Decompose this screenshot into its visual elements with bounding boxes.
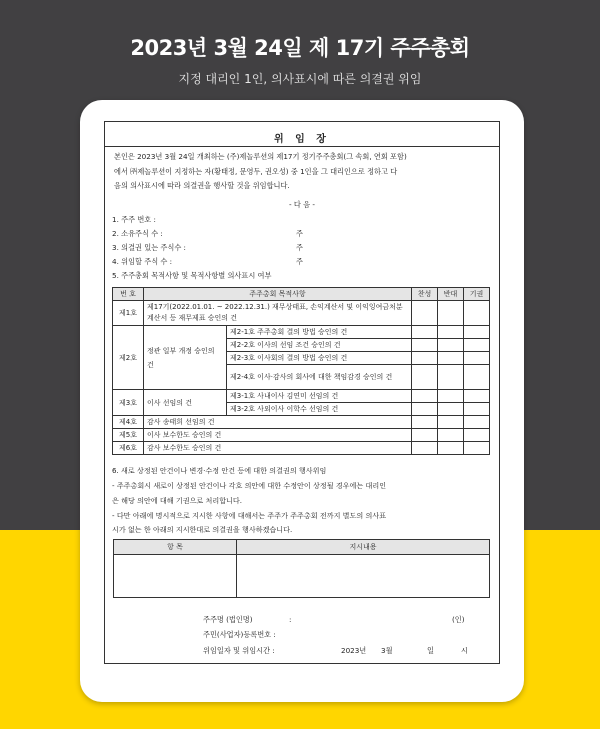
instr-content-cell[interactable] (237, 555, 490, 598)
document-title: 위 임 장 (274, 134, 330, 145)
item-unit: 주 (296, 257, 303, 266)
title-divider (105, 146, 499, 147)
sig-id-label: 주민(사업자)등록번호 : (203, 630, 276, 639)
vote-against-cell[interactable] (438, 352, 464, 365)
vote-for-cell[interactable] (412, 390, 438, 403)
col-for-header: 찬성 (412, 288, 438, 301)
sig-day: 일 (427, 646, 434, 655)
vote-against-cell[interactable] (438, 390, 464, 403)
note-line: 시가 없는 한 아래의 지시한대로 의결권을 행사하겠습니다. (112, 525, 293, 534)
agenda-text: 감사 송태희 선임의 건 (144, 416, 412, 429)
vote-abstain-cell[interactable] (464, 365, 490, 390)
agenda-text: 정관 일부 개정 승인의 건 (144, 326, 227, 390)
proxy-document (104, 121, 500, 664)
vote-abstain-cell[interactable] (464, 339, 490, 352)
vote-for-cell[interactable] (412, 403, 438, 416)
agenda-sub-text: 제2-2호 이사의 선임 조건 승인의 건 (227, 339, 412, 352)
sig-name-label: 주주명 (법인명) (203, 615, 253, 624)
page-subtitle: 지정 대리인 1인, 의사표시에 따른 의결권 위임 (178, 72, 422, 86)
table-row (113, 301, 490, 326)
agenda-text: 이사 선임의 건 (144, 390, 227, 416)
item-shareholder-no: 1. 주주 번호 : (112, 215, 156, 224)
vote-against-cell[interactable] (438, 429, 464, 442)
agenda-text: 제17기(2022.01.01. ~ 2022.12.31.) 재무상태표, 손익계산서 및 이익잉여금처분계산서 등 재무제표 승인의 건 (144, 301, 412, 326)
agenda-no: 제1호 (113, 301, 144, 326)
item-agenda-heading: 5. 주주총회 목적사항 및 목적사항별 의사표시 여부 (112, 271, 272, 280)
vote-abstain-cell[interactable] (464, 403, 490, 416)
col-no-header: 번 호 (113, 288, 144, 301)
table-row (113, 442, 490, 455)
sig-month: 3월 (381, 646, 393, 655)
vote-against-cell[interactable] (438, 365, 464, 390)
vote-abstain-cell[interactable] (464, 429, 490, 442)
instr-item-cell[interactable] (114, 555, 237, 598)
agenda-text: 감사 보수한도 승인의 건 (144, 442, 412, 455)
intro-line: 음의 의사표시에 따라 의결권을 행사할 것을 위임합니다. (114, 181, 290, 190)
instruction-table (113, 539, 490, 598)
vote-against-cell[interactable] (438, 326, 464, 339)
sig-name-colon: : (289, 615, 292, 624)
intro-line: 본인은 2023년 3월 24일 개최하는 (주)제놀루션의 제17기 정기주주총회(그 속회, 연회 포함) (114, 152, 407, 161)
note-line: 은 해당 의안에 대해 기권으로 처리합니다. (112, 496, 243, 505)
vote-abstain-cell[interactable] (464, 352, 490, 365)
col-instr-item-header: 항 목 (114, 540, 237, 555)
vote-against-cell[interactable] (438, 339, 464, 352)
vote-for-cell[interactable] (412, 442, 438, 455)
agenda-no: 제3호 (113, 390, 144, 416)
col-against-header: 반대 (438, 288, 464, 301)
item-unit: 주 (296, 229, 303, 238)
vote-for-cell[interactable] (412, 416, 438, 429)
vote-abstain-cell[interactable] (464, 301, 490, 326)
intro-paragraph (114, 150, 490, 194)
agenda-sub-text: 제3-1호 사내이사 김연미 선임의 건 (227, 390, 412, 403)
agenda-no: 제4호 (113, 416, 144, 429)
vote-against-cell[interactable] (438, 416, 464, 429)
da-eum-heading: - 다 음 - (289, 200, 315, 209)
agenda-table (112, 287, 490, 455)
agenda-sub-text: 제2-4호 이사·감사의 회사에 대한 책임감경 승인의 건 (227, 365, 412, 390)
vote-abstain-cell[interactable] (464, 390, 490, 403)
sig-year: 2023년 (341, 646, 367, 655)
intro-line: 에서 ㈜제놀루션이 지정하는 자(황태정, 문영두, 권오성) 중 1인을 그 대리인으로 정하고 다 (114, 166, 398, 176)
note-line: 6. 새로 상정된 안건이나 변경·수정 안건 등에 대한 의결권의 행사위임 (112, 466, 327, 475)
note-line: - 주주총회시 새로이 상정된 안건이나 각호 의안에 대한 수정안이 상정될 경우에는 대리인 (112, 481, 387, 490)
table-row (113, 390, 490, 403)
item-owned-shares: 2. 소유주식 수 : (112, 229, 163, 238)
vote-abstain-cell[interactable] (464, 326, 490, 339)
vote-against-cell[interactable] (438, 403, 464, 416)
vote-for-cell[interactable] (412, 352, 438, 365)
instruction-row (114, 555, 490, 598)
agenda-no: 제2호 (113, 326, 144, 390)
page-title: 2023년 3월 24일 제 17기 주주총회 (130, 36, 470, 60)
table-row (113, 416, 490, 429)
sig-seal: (인) (452, 615, 465, 624)
agenda-text: 이사 보수한도 승인의 건 (144, 429, 412, 442)
col-instr-content-header: 지시내용 (237, 540, 490, 555)
agenda-sub-text: 제3-2호 사외이사 이학수 선임의 건 (227, 403, 412, 416)
table-row (113, 326, 490, 339)
agenda-no: 제6호 (113, 442, 144, 455)
vote-abstain-cell[interactable] (464, 442, 490, 455)
table-row (113, 429, 490, 442)
sig-hour: 시 (461, 646, 468, 655)
col-abstain-header: 기권 (464, 288, 490, 301)
item-voting-shares: 3. 의결권 있는 주식수 : (112, 243, 186, 252)
note-line: - 다만 아래에 명시적으로 지시한 사항에 대해서는 주주가 주주총회 전까지 별도의 의사표 (112, 511, 387, 520)
sig-date-label: 위임일자 및 위임시간 : (203, 646, 275, 655)
agenda-sub-text: 제2-3호 이사회의 결의 방법 승인의 건 (227, 352, 412, 365)
item-unit: 주 (296, 243, 303, 252)
vote-abstain-cell[interactable] (464, 416, 490, 429)
agenda-sub-text: 제2-1호 주주총회 결의 방법 승인의 건 (227, 326, 412, 339)
agenda-header-row (113, 288, 490, 301)
item-delegated-shares: 4. 위임할 주식 수 : (112, 257, 173, 266)
col-item-header: 주주총회 목적사항 (144, 288, 412, 301)
agenda-no: 제5호 (113, 429, 144, 442)
vote-against-cell[interactable] (438, 301, 464, 326)
vote-for-cell[interactable] (412, 339, 438, 352)
vote-for-cell[interactable] (412, 429, 438, 442)
vote-for-cell[interactable] (412, 365, 438, 390)
instruction-header-row (114, 540, 490, 555)
vote-for-cell[interactable] (412, 301, 438, 326)
vote-for-cell[interactable] (412, 326, 438, 339)
vote-against-cell[interactable] (438, 442, 464, 455)
